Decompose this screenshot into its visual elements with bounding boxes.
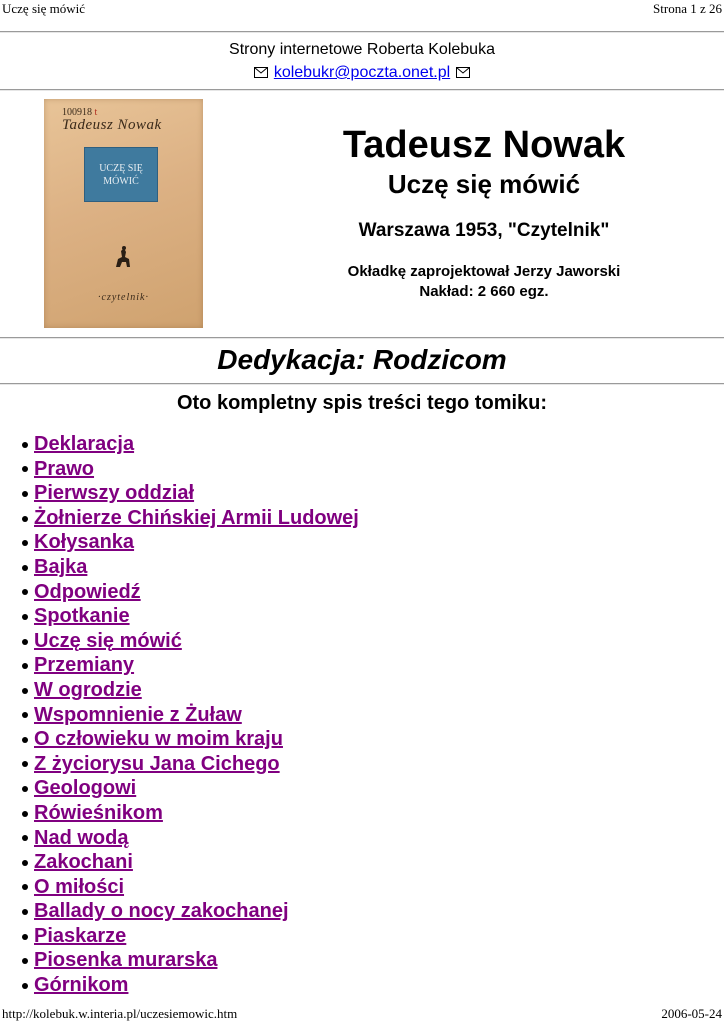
- cover-designer: Okładkę zaprojektował Jerzy Jaworski: [347, 263, 621, 280]
- toc-list-item: [18, 481, 359, 506]
- bullet-icon: [22, 786, 28, 792]
- bullet-icon: [22, 540, 28, 546]
- email-link[interactable]: kolebukr@poczta.onet.pl: [273, 64, 451, 81]
- bullet-icon: [22, 934, 28, 940]
- bullet-icon: [22, 811, 28, 817]
- toc-link[interactable]: Bajka: [34, 555, 88, 578]
- bullet-icon: [22, 737, 28, 743]
- book-title: Uczę się mówić: [387, 169, 581, 199]
- toc-link[interactable]: Uczę się mówić: [34, 629, 182, 652]
- bullet-icon: [22, 860, 28, 866]
- bullet-icon: [22, 958, 28, 964]
- toc-link[interactable]: Żołnierze Chińskiej Armii Ludowej: [34, 506, 359, 529]
- divider-site: [0, 89, 724, 91]
- toc-link[interactable]: Prawo: [34, 457, 95, 480]
- bullet-icon: [22, 909, 28, 915]
- toc-link[interactable]: Nad wodą: [34, 826, 129, 849]
- toc-link[interactable]: Rówieśnikom: [34, 801, 163, 824]
- divider-book: [0, 337, 724, 339]
- toc-heading: Oto kompletny spis treści tego tomiku:: [176, 392, 548, 414]
- toc-link[interactable]: Geologowi: [34, 777, 137, 800]
- toc-list-item: [18, 973, 359, 998]
- bullet-icon: [22, 565, 28, 571]
- book-cover-image: [44, 99, 203, 328]
- bullet-icon: [22, 491, 28, 497]
- toc-link[interactable]: Wspomnienie z Żuław: [34, 703, 242, 726]
- toc-list-item: [18, 875, 359, 900]
- bullet-icon: [22, 466, 28, 472]
- bullet-icon: [22, 663, 28, 669]
- dedication: Dedykacja: Rodzicom: [217, 344, 507, 375]
- divider-dedication: [0, 383, 724, 385]
- bullet-icon: [22, 614, 28, 620]
- toc-link[interactable]: Kołysanka: [34, 531, 135, 554]
- toc-link[interactable]: Piosenka murarska: [34, 949, 218, 972]
- toc-link[interactable]: Odpowiedź: [34, 580, 141, 603]
- bullet-icon: [22, 442, 28, 448]
- toc-list-item: [18, 727, 359, 752]
- toc-link[interactable]: O miłości: [34, 875, 125, 898]
- divider-top: [0, 31, 724, 33]
- toc-list-item: [18, 506, 359, 531]
- toc-link[interactable]: Pierwszy oddział: [34, 482, 195, 505]
- print-header-title: Uczę się mówić: [2, 1, 86, 16]
- toc-list-item: [18, 653, 359, 678]
- publication-info: Warszawa 1953, "Czytelnik": [358, 220, 610, 241]
- bullet-icon: [22, 835, 28, 841]
- toc-list-item: [18, 580, 359, 605]
- email-row: [0, 64, 724, 82]
- toc-link[interactable]: Deklaracja: [34, 433, 135, 455]
- toc-list-item: [18, 457, 359, 482]
- toc-list-item: [18, 948, 359, 973]
- toc-list-item: [18, 899, 359, 924]
- toc-list-item: [18, 850, 359, 875]
- toc-list-item: [18, 924, 359, 949]
- toc-link[interactable]: W ogrodzie: [34, 678, 142, 701]
- toc-link[interactable]: Spotkanie: [34, 605, 130, 628]
- table-of-contents: [18, 432, 359, 998]
- bullet-icon: [22, 983, 28, 989]
- toc-list-item: [18, 703, 359, 728]
- toc-list-item: [18, 801, 359, 826]
- bullet-icon: [22, 639, 28, 645]
- toc-list-item: [18, 752, 359, 777]
- toc-list-item: [18, 629, 359, 654]
- publisher-emblem-icon: [112, 245, 134, 269]
- bullet-icon: [22, 688, 28, 694]
- toc-list-item: [18, 678, 359, 703]
- toc-link[interactable]: Zakochani: [34, 851, 133, 874]
- toc-link[interactable]: Górnikom: [34, 974, 129, 997]
- toc-link[interactable]: Przemiany: [34, 654, 135, 677]
- toc-list-item: [18, 776, 359, 801]
- toc-list-item: [18, 826, 359, 851]
- bullet-icon: [22, 761, 28, 767]
- toc-list-item: [18, 530, 359, 555]
- print-footer-url: http://kolebuk.w.interia.pl/uczesiemowic.htm: [2, 1006, 238, 1021]
- toc-link[interactable]: Piaskarze: [34, 924, 127, 947]
- toc-link[interactable]: O człowieku w moim kraju: [34, 728, 283, 751]
- print-run: Nakład: 2 660 egz.: [419, 283, 549, 300]
- toc-list-item: [18, 432, 359, 457]
- envelope-icon: [456, 67, 470, 78]
- cover-author: Tadeusz Nowak: [62, 117, 162, 133]
- toc-link[interactable]: Z życiorysu Jana Cichego: [34, 752, 280, 775]
- site-title: Strony internetowe Roberta Kolebuka: [229, 41, 495, 58]
- bullet-icon: [22, 589, 28, 595]
- toc-list-item: [18, 555, 359, 580]
- toc-list-item: [18, 604, 359, 629]
- cover-publisher: ·czytelnik·: [98, 292, 149, 303]
- print-header-page-counter: Strona 1 z 26: [653, 1, 722, 16]
- cover-title-box: UCZĘ SIĘ MÓWIĆ: [84, 147, 158, 202]
- bullet-icon: [22, 712, 28, 718]
- bullet-icon: [22, 516, 28, 522]
- toc-link[interactable]: Ballady o nocy zakochanej: [34, 900, 289, 923]
- book-author: Tadeusz Nowak: [342, 124, 626, 166]
- envelope-icon: [254, 67, 268, 78]
- bullet-icon: [22, 884, 28, 890]
- print-footer-date: 2006-05-24: [661, 1006, 722, 1021]
- cover-catalog-number: 100918 t: [62, 107, 98, 118]
